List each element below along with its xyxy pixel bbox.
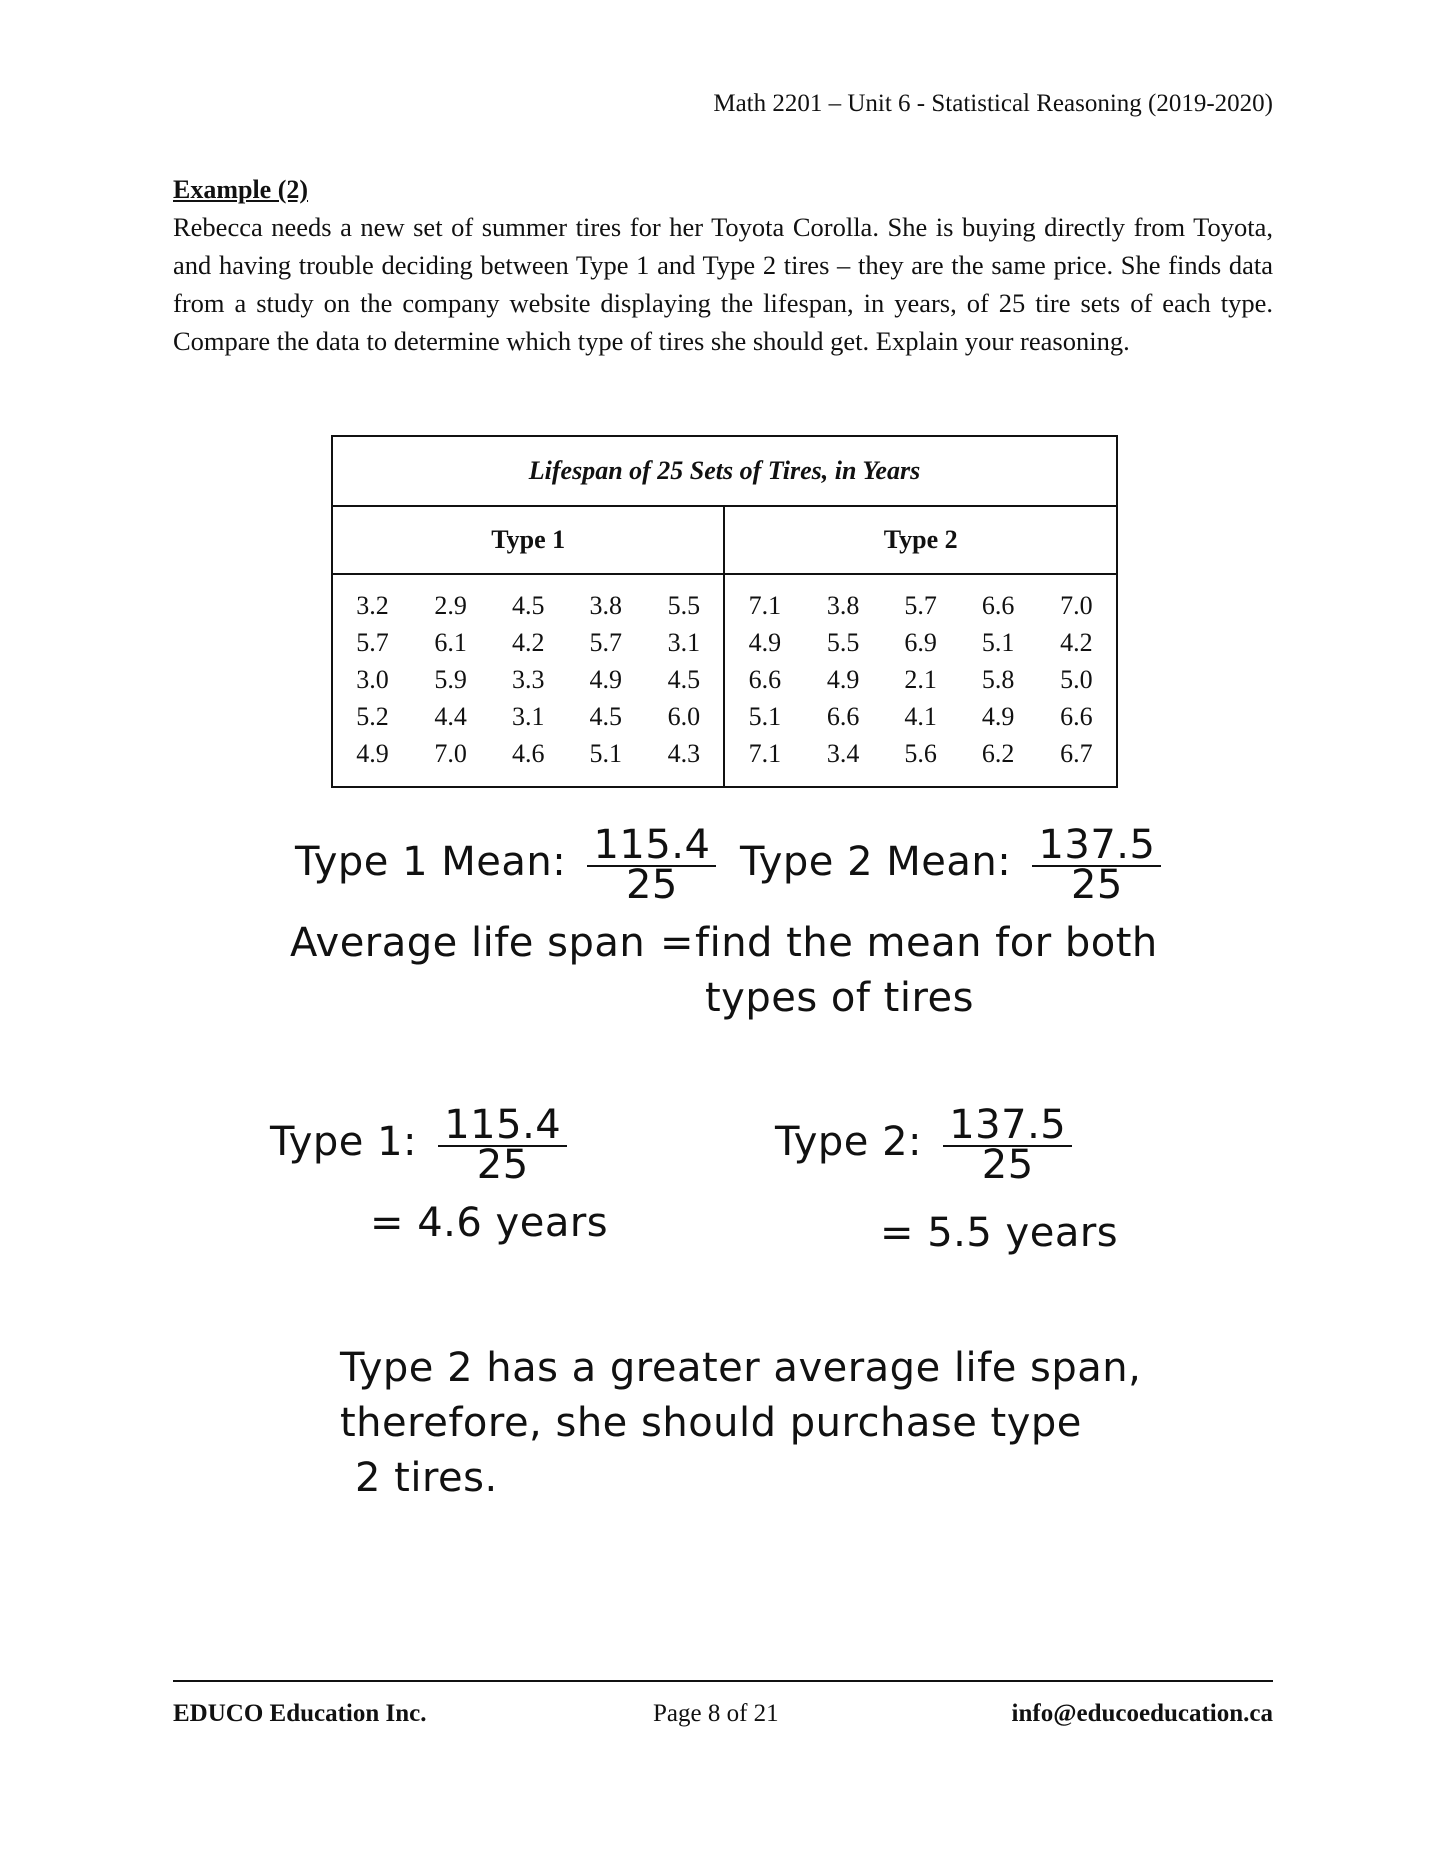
table-row: [332, 574, 1117, 624]
footer-company: EDUCO Education Inc.: [173, 1700, 427, 1727]
table-cell: 4.9: [981, 701, 1015, 731]
table-cell: 4.5: [589, 701, 622, 731]
footer-divider: [173, 1680, 1273, 1682]
table-cell: 7.0: [412, 735, 490, 787]
table-cell: 3.1: [511, 701, 545, 731]
problem-statement: Rebecca needs a new set of summer tires for her Toyota Corolla. She is buying directly from Toyota, and having trouble deciding between Type 1 and Type 2 tires – they are the same price. She finds data from a study on the company website displaying the lifespan, in years, of 25 tire sets of each type. Compare the data to determine which type of tires she should get. Explain your reasoning.: [173, 212, 1273, 356]
table-cell: 6.6: [826, 701, 860, 731]
table-cell: 4.5: [644, 661, 724, 698]
table-cell: 5.7: [589, 627, 622, 657]
table-cell: 5.6: [882, 735, 960, 787]
table-cell: 6.6: [1037, 698, 1117, 735]
type2-mean-numerator: 137.5: [1032, 825, 1161, 867]
table-cell: 6.1: [434, 627, 467, 657]
type1-header: Type 1: [332, 506, 724, 574]
table-cell: 4.9: [748, 627, 782, 657]
table-cell: 4.2: [511, 627, 545, 657]
table-cell: 5.9: [434, 664, 467, 694]
type1-calc-label: Type 1:: [270, 1119, 418, 1165]
table-cell: 3.1: [644, 624, 724, 661]
table-row: [332, 698, 1117, 735]
footer-page-number: Page 8 of 21: [653, 1700, 779, 1727]
table-cell: 6.2: [959, 735, 1037, 787]
type1-calc-numerator: 115.4: [438, 1105, 567, 1147]
type1-result: = 4.6 years: [370, 1200, 609, 1246]
type1-mean-numerator: 115.4: [587, 825, 716, 867]
table-cell: 5.1: [748, 701, 782, 731]
table-cell: 3.3: [511, 664, 545, 694]
table-cell: 5.1: [567, 735, 645, 787]
average-lifespan-equals: =: [660, 920, 695, 966]
table-cell: 3.2: [332, 574, 412, 624]
type2-calc: [775, 1102, 1072, 1188]
table-cell: 4.6: [489, 735, 567, 787]
average-lifespan-label: Average life span: [290, 920, 646, 966]
table-row: [332, 624, 1117, 661]
table-cell: 5.7: [332, 624, 412, 661]
type2-header: Type 2: [724, 506, 1117, 574]
table-cell: 7.0: [1037, 574, 1117, 624]
type2-calc-fraction: [943, 1102, 1072, 1188]
table-cell: 6.6: [748, 664, 782, 694]
table-cell: 3.0: [332, 661, 412, 698]
type2-calc-denominator: 25: [981, 1142, 1034, 1188]
type1-calc: [270, 1102, 567, 1188]
table-cell: 5.0: [1037, 661, 1117, 698]
footer-email: info@educoeducation.ca: [1011, 1700, 1273, 1727]
table-cell: 3.8: [826, 590, 860, 620]
type1-mean-note: [295, 822, 716, 908]
table-cell: 5.5: [644, 574, 724, 624]
conclusion-line1: Type 2 has a greater average life span,: [340, 1345, 1142, 1391]
table-cell: 2.9: [434, 590, 467, 620]
type2-mean-label: Type 2 Mean:: [740, 839, 1012, 885]
table-row: [332, 735, 1117, 787]
table-cell: 5.1: [981, 627, 1015, 657]
table-cell: 6.6: [981, 590, 1015, 620]
type1-calc-fraction: [438, 1102, 567, 1188]
type2-calc-numerator: 137.5: [943, 1105, 1072, 1147]
type2-mean-fraction: [1032, 822, 1161, 908]
table-cell: 5.8: [981, 664, 1015, 694]
table-cell: 5.5: [826, 627, 860, 657]
table-cell: 4.5: [511, 590, 545, 620]
type2-calc-label: Type 2:: [775, 1119, 923, 1165]
table-cell: 3.8: [589, 590, 622, 620]
table-cell: 7.1: [724, 735, 804, 787]
average-lifespan-line2: types of tires: [705, 975, 974, 1021]
table-cell: 4.3: [644, 735, 724, 787]
table-cell: 5.2: [332, 698, 412, 735]
type1-mean-denominator: 25: [625, 862, 678, 908]
conclusion-line3: 2 tires.: [355, 1455, 498, 1501]
table-cell: 4.9: [826, 664, 860, 694]
table-cell: 7.1: [748, 590, 782, 620]
table-cell: 6.7: [1037, 735, 1117, 787]
type1-calc-denominator: 25: [476, 1142, 529, 1188]
table-cell: 4.4: [434, 701, 467, 731]
table-cell: 2.1: [904, 664, 937, 694]
tire-lifespan-table: [331, 435, 1118, 788]
table-row: [332, 661, 1117, 698]
average-lifespan-line1: find the mean for both: [695, 920, 1158, 966]
table-cell: 4.9: [332, 735, 412, 787]
type1-mean-fraction: [587, 822, 716, 908]
table-cell: 5.7: [904, 590, 937, 620]
table-cell: 4.9: [589, 664, 622, 694]
example-heading: Example (2): [173, 175, 309, 204]
table-cell: 4.1: [904, 701, 937, 731]
table-cell: 6.0: [644, 698, 724, 735]
table-cell: 6.9: [904, 627, 937, 657]
table-caption: Lifespan of 25 Sets of Tires, in Years: [332, 436, 1117, 506]
document-header-title: Math 2201 – Unit 6 - Statistical Reasoning (2019-2020): [713, 90, 1273, 117]
type1-mean-label: Type 1 Mean:: [295, 839, 567, 885]
type2-mean-note: [740, 822, 1161, 908]
table-cell: 3.4: [804, 735, 882, 787]
conclusion-line2: therefore, she should purchase type: [340, 1400, 1082, 1446]
table-cell: 4.2: [1037, 624, 1117, 661]
type2-mean-denominator: 25: [1070, 862, 1123, 908]
type2-result: = 5.5 years: [880, 1210, 1119, 1256]
